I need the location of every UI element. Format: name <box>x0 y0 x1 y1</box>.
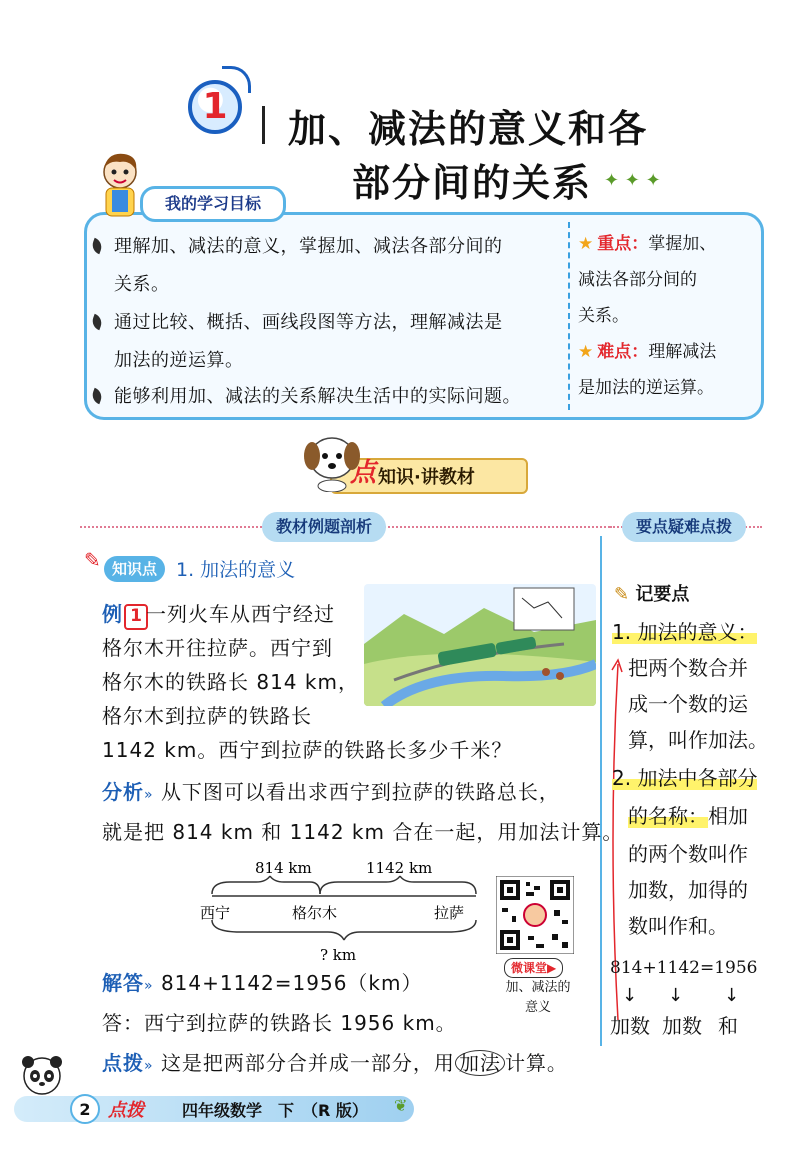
answer-label: 解答 <box>102 971 144 995</box>
example-text-line: 1142 km。西宁到拉萨的铁路长多少千米？ <box>102 738 513 762</box>
bracket-bottom <box>212 920 476 940</box>
tab-key-points: 要点疑难点拨 <box>622 512 746 542</box>
qr-caption-text: 加、减法的 <box>505 980 571 995</box>
sidebar-arrow: ↓ <box>622 985 638 1006</box>
sidebar-point2-title-b <box>628 798 748 834</box>
sidebar-point2-title <box>612 760 757 796</box>
tab-textbook-examples: 教材例题剖析 <box>262 512 386 542</box>
sidebar-line: 的两个数叫作 <box>628 842 748 866</box>
sidebar-name: 和 <box>718 1014 738 1038</box>
key-point-block <box>578 226 760 334</box>
knowledge-point-badge: 知识点 <box>104 556 165 582</box>
tip-line: 点拨» 这是把两部分合并成一部分，用 加法 计算。 <box>102 1051 568 1075</box>
difficult-point-label: 难点： <box>597 342 649 362</box>
example-label: 例 <box>102 602 122 626</box>
example-text-line: 格尔木的铁路长 814 km， <box>102 670 359 694</box>
point2-tail-text: 相加 <box>708 804 748 828</box>
bracket-top-right <box>320 876 476 894</box>
sidebar-arrow: ↓ <box>724 985 740 1006</box>
key-point-text: 关系。 <box>578 306 629 326</box>
point1-title-text: 1. 加法的意义： <box>612 620 758 644</box>
play-icon: ▶ <box>547 961 557 975</box>
key-point-text: 减法各部分间的 <box>578 270 697 290</box>
segment-label-814: 814 km <box>255 859 312 877</box>
page-number: 2 <box>70 1094 100 1124</box>
column-divider <box>600 536 602 1046</box>
leaf-bullet-icon <box>90 388 104 405</box>
analysis-text-line: 就是把 814 km 和 1142 km 合在一起，用加法计算。 <box>102 820 624 844</box>
star-icon: ★ <box>578 234 594 254</box>
answer-equation: 814+1142=1956（km） <box>160 971 423 995</box>
difficult-point-text: 理解减法 <box>648 342 717 362</box>
example-text-line: 格尔木到拉萨的铁路长 <box>102 704 312 728</box>
analysis-text: 从下图可以看出求西宁到拉萨的铁路总长， <box>160 780 560 804</box>
analysis-line: 分析» 从下图可以看出求西宁到拉萨的铁路总长， <box>102 780 560 804</box>
sidebar-line: 算，叫作加法。 <box>628 728 768 752</box>
goal-text: 加法的逆运算。 <box>114 350 244 371</box>
footer-brand: 点拨 <box>108 1100 144 1121</box>
leaf-bullet-icon <box>90 314 104 331</box>
tip-circled-word: 加法 <box>455 1050 505 1076</box>
qr-caption-text: 意义 <box>524 1000 551 1015</box>
sidebar-point1-title <box>612 614 757 650</box>
place-xining: 西宁 <box>200 904 231 922</box>
note-icon: ✎ <box>614 584 630 605</box>
sidebar-heading <box>614 580 689 606</box>
pencil-icon: ✎ <box>84 548 101 572</box>
knowledge-point-title: 1. 加法的意义 <box>176 559 296 581</box>
total-label: ? km <box>320 946 357 964</box>
sidebar-name: 加数 <box>662 1014 702 1038</box>
bamboo-icon: ❦ <box>394 1096 408 1115</box>
tip-text: 计算。 <box>504 1051 568 1075</box>
key-point-text: 掌握加、 <box>648 234 717 254</box>
key-point-label: 重点： <box>597 234 649 254</box>
goal-text: 通过比较、概括、画线段图等方法，理解减法是 <box>114 312 503 333</box>
goal-item <box>92 304 562 380</box>
answer-line: 解答» 814+1142=1956（km） <box>102 971 423 995</box>
bracket-top-left <box>212 876 320 894</box>
answer-statement: 答：西宁到拉萨的铁路长 1956 km。 <box>102 1011 457 1035</box>
micro-class-label <box>504 958 563 978</box>
sidebar-line: 成一个数的运 <box>628 692 748 716</box>
panda-mascot-icon <box>18 1052 66 1100</box>
sidebar-name: 加数 <box>610 1014 650 1038</box>
goals-divider <box>568 222 570 410</box>
goal-item <box>92 378 562 416</box>
place-geermu: 格尔木 <box>292 904 338 922</box>
student-mascot-icon <box>94 150 146 220</box>
place-lasa: 拉萨 <box>434 904 465 922</box>
goal-text: 能够利用加、减法的关系解决生活中的实际问题。 <box>114 386 521 407</box>
point2-title-text: 的名称： <box>628 804 708 828</box>
point2-title-text: 2. 加法中各部分 <box>612 766 758 790</box>
goal-item <box>92 228 562 304</box>
segment-diagram <box>200 856 490 966</box>
banner-title: 知识·讲教材 <box>378 467 475 488</box>
chapter-number-badge: 1 <box>188 80 242 134</box>
micro-class-text: 微课堂 <box>511 961 548 975</box>
sidebar-line: 把两个数合并 <box>628 656 748 680</box>
difficult-point-text: 是加法的逆运算。 <box>578 378 714 398</box>
example-badge <box>102 598 148 630</box>
example-text-line: 格尔木开往拉萨。西宁到 <box>102 636 333 660</box>
leaf-bullet-icon <box>90 238 104 255</box>
tip-text: 这是把两部分合并成一部分，用 <box>160 1051 455 1075</box>
sidebar-arrow: ↓ <box>668 985 684 1006</box>
chapter-title-line1: 加、减法的意义和各 <box>288 107 649 151</box>
tip-label: 点拨 <box>102 1051 144 1075</box>
example-text-line: 一列火车从西宁经过 <box>146 602 335 626</box>
qr-code-icon[interactable] <box>496 876 574 954</box>
star-icon: ★ <box>578 342 594 362</box>
chapter-title-line2: 部分间的关系 <box>352 161 593 205</box>
qr-caption <box>496 978 580 1018</box>
train-landscape-illustration <box>364 584 596 706</box>
sidebar-equation: 814+1142=1956 <box>610 958 758 978</box>
sidebar-line: 数叫作和。 <box>628 914 728 938</box>
banner-dian-text: 点 <box>350 458 377 488</box>
segment-label-1142: 1142 km <box>366 859 433 877</box>
difficult-point-block <box>578 334 760 406</box>
goal-text: 理解加、减法的意义，掌握加、减法各部分间的 <box>114 236 503 257</box>
sidebar-line: 加数，加得的 <box>628 878 748 902</box>
sidebar-heading-text: 记要点 <box>635 584 690 605</box>
title-divider <box>262 106 265 144</box>
learning-goals-tab: 我的学习目标 <box>140 186 286 222</box>
goal-text: 关系。 <box>114 274 170 295</box>
example-number: 1 <box>124 604 148 630</box>
footer-book-title: 四年级数学 下 （R 版） <box>182 1101 368 1120</box>
sprout-icon: ✦ ✦ ✦ <box>604 170 661 191</box>
analysis-label: 分析 <box>102 780 144 804</box>
